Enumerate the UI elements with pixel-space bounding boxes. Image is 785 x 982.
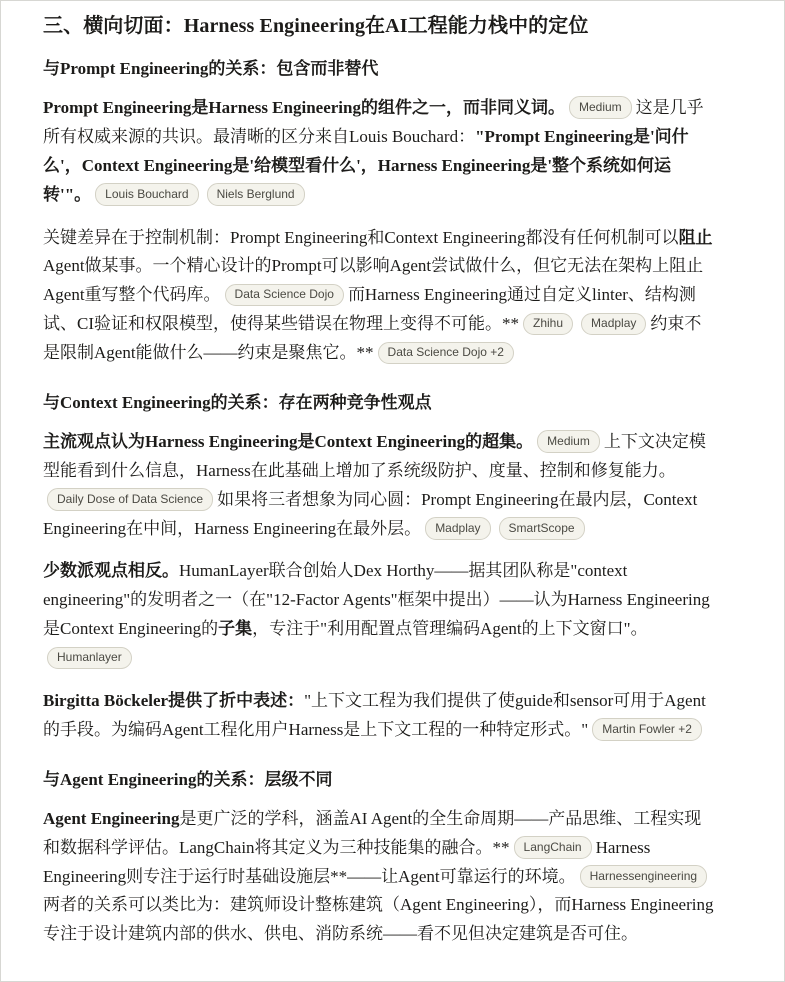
citation-badge[interactable]: Medium — [537, 430, 600, 453]
citation-badge[interactable]: Niels Berglund — [207, 183, 305, 206]
paragraph — [43, 687, 714, 745]
citation-badge[interactable]: Zhihu — [523, 313, 573, 336]
citation-badge[interactable]: Data Science Dojo — [225, 284, 344, 307]
text-run: Harness Engineering则专注于运行时基础设施层**——让Agent可靠运行的环境。 — [43, 837, 651, 886]
bold-text-run: 阻止 — [678, 227, 713, 247]
text-run: HumanLayer联合创始人Dex Horthy——据其团队称是"context engineering"的发明者之一（在"12-Factor Agents"框架中提出）——认为Harness Engineering是Context Engineering的 — [43, 561, 710, 639]
bold-text-run: Prompt Engineering是Harness Engineering的组件之一，而非同义词。 — [43, 97, 565, 117]
paragraph — [43, 805, 714, 949]
bold-text-run: Agent Engineering — [43, 808, 180, 828]
paragraph — [43, 94, 714, 210]
text-run: 关键差异在于控制机制：Prompt Engineering和Context Engineering都没有任何机制可以 — [43, 227, 679, 247]
citation-badge[interactable]: Martin Fowler +2 — [592, 718, 702, 741]
paragraph — [43, 557, 714, 673]
citation-badge[interactable]: Data Science Dojo +2 — [378, 342, 514, 365]
bold-text-run: 主流观点认为Harness Engineering是Context Engineering的超集。 — [43, 431, 534, 451]
bold-text-run: "Prompt Engineering是'问什么'，Context Engineering是'给模型看什么'，Harness Engineering是'整个系统如何运转'"。 — [43, 126, 689, 204]
citation-badge[interactable]: Daily Dose of Data Science — [47, 488, 213, 511]
citation-badge[interactable]: Madplay — [425, 517, 490, 540]
section-heading-2: 与Context Engineering的关系：存在两种竞争性观点 — [43, 392, 432, 412]
citation-badge[interactable]: Harnessengineering — [580, 865, 707, 888]
citation-badge[interactable]: SmartScope — [499, 517, 585, 540]
text-run: 约束不是限制Agent能做什么——约束是聚焦它。** — [43, 314, 702, 363]
text-run: 两者的关系可以类比为：建筑师设计整栋建筑（Agent Engineering），而Harness Engineering专注于设计建筑内部的供水、供电、消防系统——看不见但决定建筑是否可住。 — [43, 895, 714, 944]
citation-badge[interactable]: LangChain — [514, 836, 592, 859]
text-run: Agent做某事。一个精心设计的Prompt可以影响Agent尝试做什么，但它无法在架构上阻止Agent重写整个代码库。 — [43, 256, 704, 305]
bold-text-run: 少数派观点相反。 — [43, 561, 179, 581]
text-run: "上下文工程为我们提供了使guide和sensor可用于Agent的手段。为编码Agent工程化用户Harness是上下文工程的一种特定形式。" — [43, 691, 706, 739]
text-run: 是更广泛的学科，涵盖AI Agent的全生命周期——产品思维、工程实现和数据科学评估。LangChain将其定义为三种技能集的融合。** — [43, 808, 702, 857]
citation-badge[interactable]: Medium — [569, 96, 632, 119]
document-content — [1, 1, 784, 981]
section-heading-1: 与Prompt Engineering的关系：包含而非替代 — [43, 59, 379, 78]
citation-badge[interactable]: Louis Bouchard — [95, 183, 198, 206]
bold-text-run: Birgitta Böckeler提供了折中表述： — [43, 691, 305, 711]
paragraph — [43, 428, 714, 544]
section-heading-3: 与Agent Engineering的关系：层级不同 — [43, 769, 333, 789]
text-run: 这是几乎所有权威来源的共识。最清晰的区分来自Louis Bouchard： — [43, 97, 704, 146]
citation-badge[interactable]: Madplay — [581, 313, 646, 336]
text-run: 如果将三者想象为同心圆：Prompt Engineering在最内层，Context Engineering在中间，Harness Engineering在最外层。 — [43, 489, 698, 538]
paragraph — [43, 224, 714, 368]
text-run: 而Harness Engineering通过自定义linter、结构测试、CI验证和权限模型，使得某些错误在物理上变得不可能。** — [43, 285, 696, 334]
bold-text-run: 子集 — [218, 619, 253, 639]
text-run: ，专注于"利用配置点管理编码Agent的上下文窗口"。 — [252, 619, 648, 639]
text-run: 上下文决定模型能看到什么信息，Harness在此基础上增加了系统级防护、度量、控制和修复能力。 — [43, 431, 706, 480]
page-title: 三、横向切面：Harness Engineering在AI工程能力栈中的定位 — [43, 15, 589, 37]
citation-badge[interactable]: Humanlayer — [47, 647, 132, 670]
